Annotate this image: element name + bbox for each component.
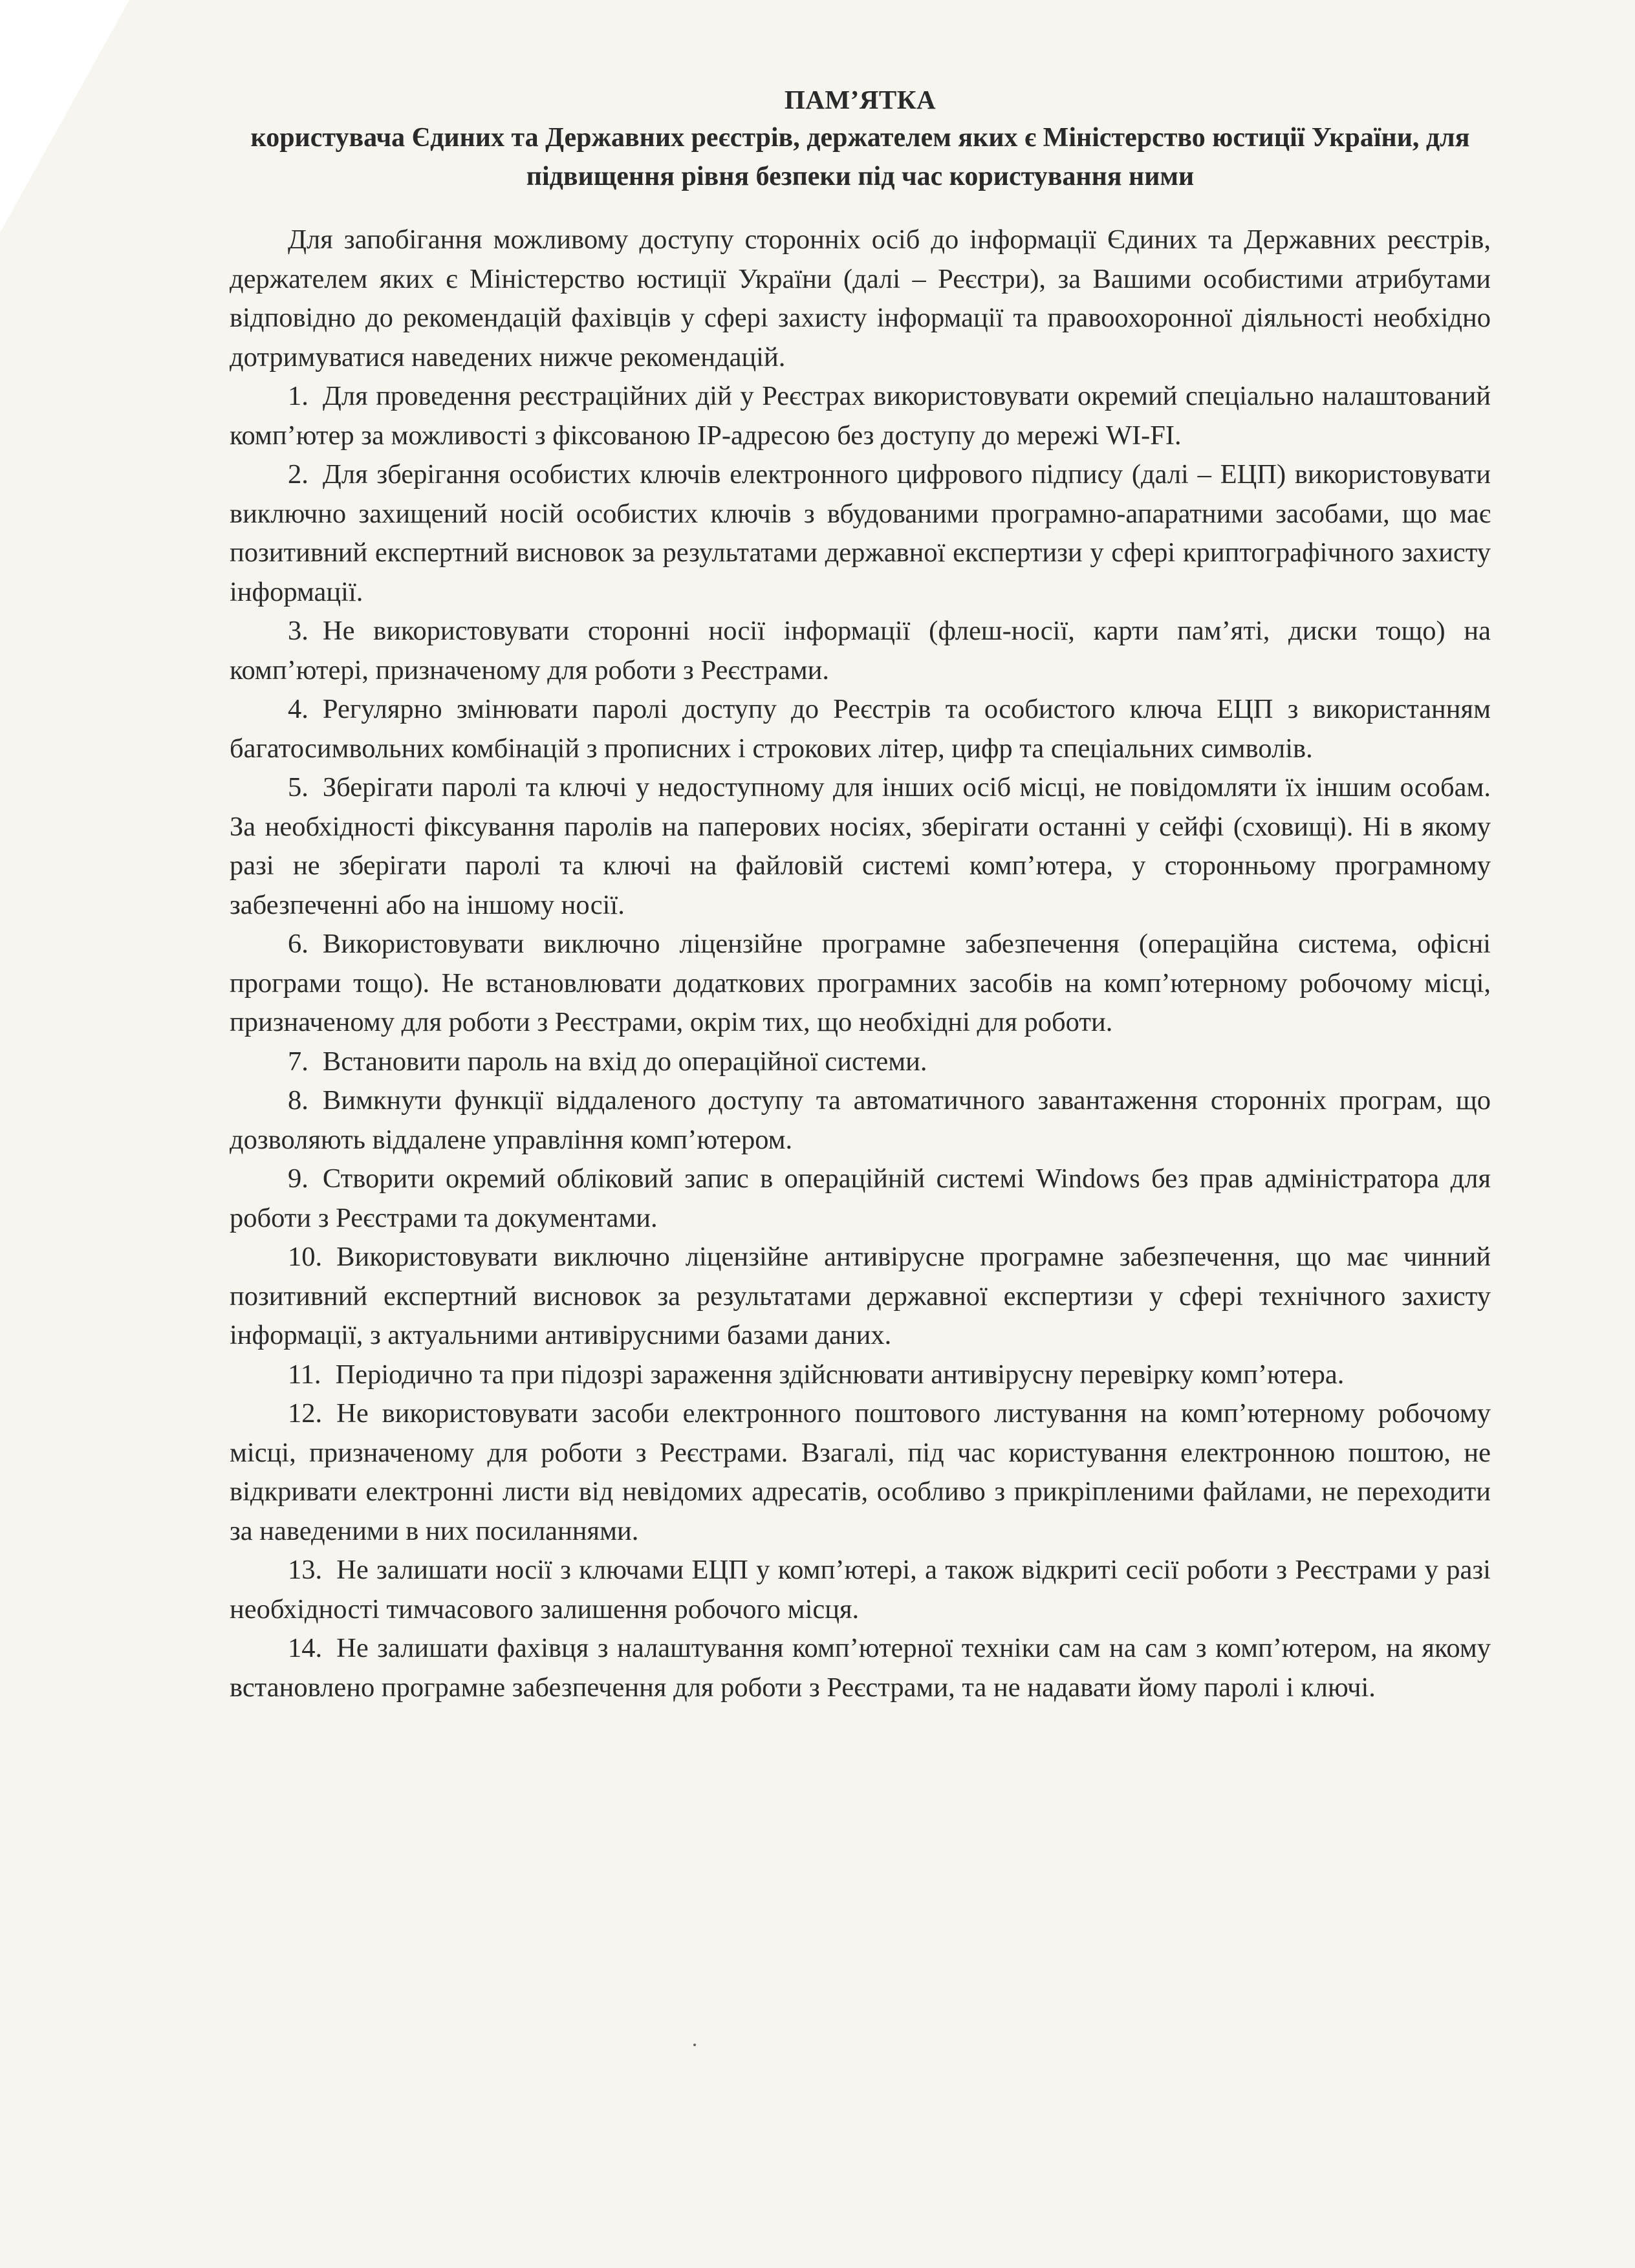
list-item	[230, 1238, 1491, 1355]
list-item	[230, 1355, 1491, 1395]
list-item	[230, 1042, 1491, 1082]
list-item-text: Для зберігання особистих ключів електронного цифрового підпису (далі – ЕЦП) використовувати виключно захищений носій особистих ключів з вбудованими програмно-апаратними засобами, що має позитивний експертний висновок за результатами державної експертизи у сфері криптографічного захисту інформації.	[230, 459, 1491, 607]
list-item-text: Періодично та при підозрі зараження здійснювати антивірусну перевірку комп’ютера.	[335, 1359, 1345, 1390]
memo-title: ПАМ’ЯТКА	[784, 85, 937, 114]
list-item	[230, 1081, 1491, 1160]
list-item-text: Встановити пароль на вхід до операційної системи.	[322, 1046, 927, 1077]
list-item-number: 4.	[288, 694, 309, 724]
list-item-number: 5.	[288, 772, 309, 803]
list-item-number: 6.	[288, 929, 309, 959]
memo-subtitle: користувача Єдиних та Державних реєстрів, держателем яких є Міністерство юстиції України, для підвищення рівня безпеки під час користування ними	[250, 123, 1470, 191]
list-item-number: 7.	[288, 1046, 309, 1077]
list-item-number: 2.	[288, 459, 309, 490]
list-item	[230, 1394, 1491, 1551]
list-item-text: Створити окремий обліковий запис в операційній системі Windows без прав адміністратора для роботи з Реєстрами та документами.	[230, 1163, 1491, 1233]
list-item-text: Не використовувати засоби електронного поштового листування на комп’ютерному робочому місці, призначеному для роботи з Реєстрами. Взагалі, під час користування електронною поштою, не відкривати електронні листи від невідомих адресатів, особливо з прикріпленими файлами, не переходити за наведеними в них посиланнями.	[230, 1398, 1491, 1546]
list-item-number: 8.	[288, 1085, 309, 1116]
list-item-number: 10.	[288, 1242, 323, 1272]
list-item	[230, 1629, 1491, 1707]
memo-document	[230, 81, 1491, 1707]
list-item	[230, 612, 1491, 690]
list-item-text: Використовувати виключно ліцензійне антивірусне програмне забезпечення, що має чинний позитивний експертний висновок за результатами державної експертизи у сфері технічного захисту інформації, з актуальними антивірусними базами даних.	[230, 1242, 1491, 1350]
list-item	[230, 377, 1491, 455]
list-item-number: 1.	[288, 381, 309, 411]
list-item-number: 11.	[288, 1359, 321, 1390]
list-item-text: Не використовувати сторонні носії інформації (флеш-носії, карти пам’яті, диски тощо) на комп’ютері, призначеному для роботи з Реєстрами.	[230, 616, 1491, 686]
list-item-number: 12.	[288, 1398, 323, 1429]
list-item-number: 13.	[288, 1555, 323, 1585]
list-item-text: Не залишати фахівця з налаштування комп’ютерної техніки сам на сам з комп’ютером, на якому встановлено програмне забезпечення для роботи з Реєстрами, та не надавати йому паролі і ключі.	[230, 1633, 1491, 1703]
list-item	[230, 690, 1491, 768]
list-item-number: 9.	[288, 1163, 309, 1194]
list-item-text: Зберігати паролі та ключі у недоступному для інших осіб місці, не повідомляти їх іншим особам. За необхідності фіксування паролів на паперових носіях, зберігати останні у сейфі (сховищі). Ні в якому разі не зберігати паролі та ключі на файловій системі комп’ютера, у сторонньому програмному забезпеченні або на іншому носії.	[230, 772, 1491, 920]
list-item-text: Не залишати носії з ключами ЕЦП у комп’ютері, а також відкриті сесії роботи з Реєстрами у разі необхідності тимчасового залишення робочого місця.	[230, 1555, 1491, 1625]
list-item	[230, 1551, 1491, 1629]
intro-paragraph: Для запобігання можливому доступу сторонніх осіб до інформації Єдиних та Державних реєстрів, держателем яких є Міністерство юстиції України (далі – Реєстри), за Вашими особистими атрибутами відповідно до рекомендацій фахівців у сфері захисту інформації та правоохоронної діяльності необхідно дотримуватися наведених нижче рекомендацій.	[230, 224, 1491, 373]
recommendations-list	[230, 377, 1491, 1707]
list-item	[230, 1160, 1491, 1238]
list-item-text: Використовувати виключно ліцензійне програмне забезпечення (операційна система, офісні програми тощо). Не встановлювати додаткових програмних засобів на комп’ютерному робочому місці, призначеному для роботи з Реєстрами, окрім тих, що необхідні для роботи.	[230, 929, 1491, 1037]
list-item-number: 14.	[288, 1633, 323, 1663]
scan-speck	[693, 2044, 696, 2046]
list-item	[230, 455, 1491, 612]
list-item	[230, 768, 1491, 925]
list-item-text: Регулярно змінювати паролі доступу до Реєстрів та особистого ключа ЕЦП з використанням багатосимвольних комбінацій з прописних і строкових літер, цифр та спеціальних символів.	[230, 694, 1491, 764]
list-item-text: Вимкнути функції віддаленого доступу та автоматичного завантаження сторонніх програм, що дозволяють віддалене управління комп’ютером.	[230, 1085, 1491, 1155]
list-item	[230, 925, 1491, 1042]
list-item-text: Для проведення реєстраційних дій у Реєстрах використовувати окремий спеціально налаштований комп’ютер за можливості з фіксованою IP-адресою без доступу до мережі WI-FI.	[230, 381, 1491, 451]
list-item-number: 3.	[288, 616, 309, 646]
folded-corner	[0, 0, 129, 233]
